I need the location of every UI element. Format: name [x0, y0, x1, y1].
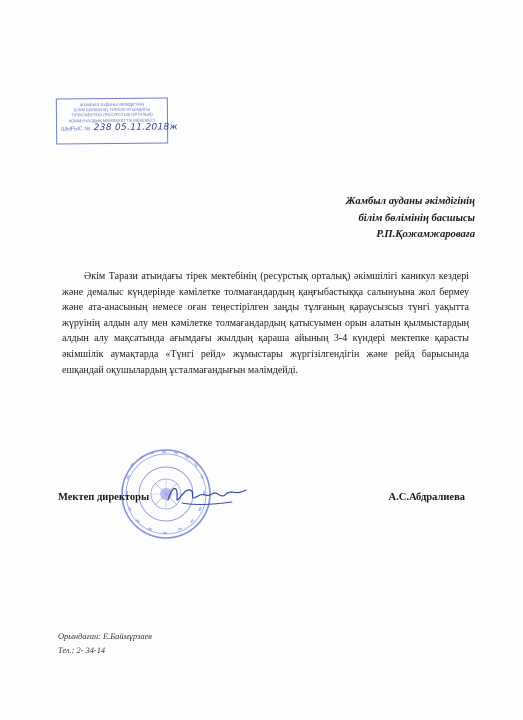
stamp-reg-prefix: ШЫҒЫС № [61, 126, 91, 133]
addressee-line-2: білім бөлімінің басшысы [358, 212, 475, 224]
letter-body [62, 269, 469, 378]
stamp-line-1: ЖАМБЫЛ АУДАНЫ ӘКІМДІГІНІҢ [79, 101, 144, 108]
stamp-line-3: ТІРЕК МЕКТЕБІ (РЕСУРСТЫҚ ОРТАЛЫҚ) [71, 112, 153, 118]
addressee-block [346, 194, 475, 244]
footer [58, 630, 152, 657]
stamp-line-2: БІЛІМ БӨЛІМІНІҢ ТӘРАЗИ АТЫНДАҒЫ [73, 106, 151, 113]
stamp-reg-row [61, 122, 178, 133]
addressee-line-1: Жамбыл ауданы әкімдігінің [345, 196, 475, 207]
addressee-line-3: Р.П.Қожамжароваға [376, 229, 475, 240]
phone-line: Тел.: 2- 34-14 [58, 645, 106, 655]
body-paragraph: Әкім Тарази атындағы тірек мектебінің (ресурстық орталық) әкімшілігі каникул кездері және демалыс күндерінде кәмілетке толмағандардың қаңғыбастыққа салынуына жол бермеу және ата-анасының немесе оған теңестірілген заңды тұлғаның қараусызсыз түнгі уақытта жүруінің алдын алу мен кәмілетке толмағандардың қатысуымен орын алатын қылмыстардың алдын алу мақсатында ағымдағы жылдың қараша айының 3-4 күндері мектепке қарасты әкімшілік аумақтарда «Түнгі рейд» жұмыстары жүргізілгендігін және рейд барысында ешқандай оқушылардың ұсталмағандығын мәлімдейді. [62, 271, 469, 376]
registration-stamp [56, 98, 178, 145]
signer-name: А.С.Абдралиева [388, 492, 465, 503]
stamp-reg-number: 238 05.11.2018ж [93, 122, 178, 133]
stamp-line-4: КОММУНАЛДЫҚ МЕМЛЕКЕТТІК МЕКЕМЕСІ [68, 117, 156, 123]
handwritten-signature-icon [162, 478, 252, 512]
executor-line: Орындаған: Е.Баймұрзаев [58, 632, 152, 641]
signer-title: Мектеп директоры [58, 492, 150, 503]
